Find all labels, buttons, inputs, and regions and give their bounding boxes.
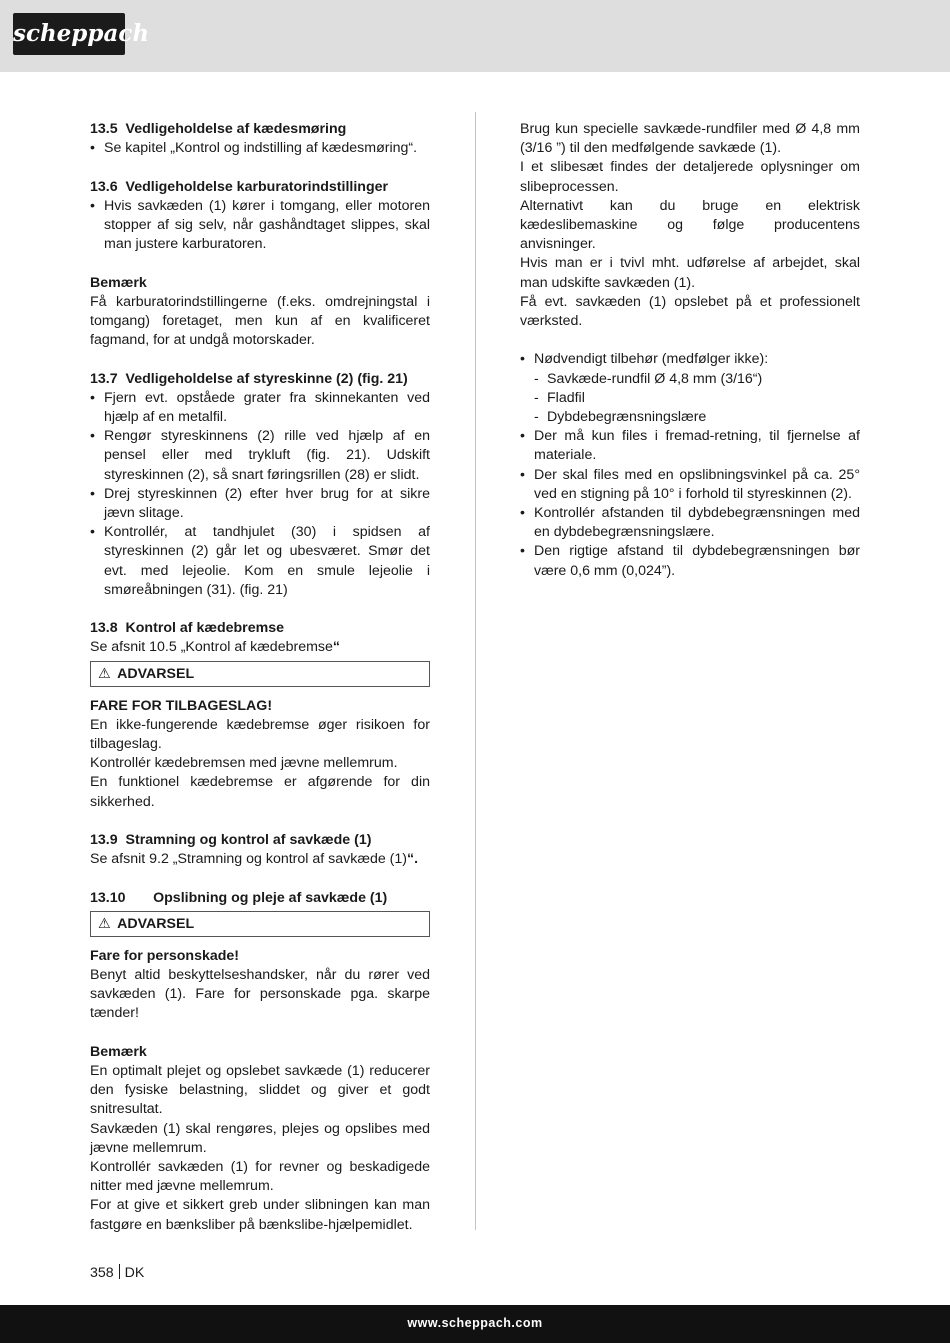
website-link[interactable]: www.scheppach.com (407, 1316, 543, 1330)
list-item: • Der skal files med en opslibningsvinkel på ca. 25° ved en stigning på 10° i forhold til styreskinnen (2). (520, 466, 860, 502)
paragraph: I et slibesæt findes der detaljerede oplysninger om slibeprocessen. (520, 159, 860, 195)
list-item: • Se kapitel „Kontrol og indstilling af kædesmøring“. (90, 140, 418, 157)
list-item: • Drej styreskinnen (2) efter hver brug for at sikre jævn slitage. (90, 485, 430, 522)
note-heading: Bemærk (90, 274, 147, 291)
list-item: • Fjern evt. opståede grater fra skinnekanten ved hjælp af en metalfil. (90, 389, 430, 425)
scheppach-logo: scheppach (13, 13, 125, 55)
section-13-9-heading: 13.9 Stramning og kontrol af savkæde (1) (90, 832, 372, 849)
header-bar (0, 0, 950, 72)
section-13-9-reference: Se afsnit 9.2 „Stramning og kontrol af savkæde (1)“. (90, 851, 419, 868)
note-text: For at give et sikkert greb under slibningen kan man fastgøre en bænksliber på bænkslibe-hjælpemidlet. (90, 1197, 430, 1233)
section-13-5-heading (90, 120, 430, 139)
list-item: • Nødvendigt tilbehør (medfølger ikke): (520, 351, 769, 368)
page-separator (119, 1264, 120, 1279)
section-13-10-heading: 13.10 Opslibning og pleje af savkæde (1) (90, 889, 388, 906)
note-text: Få karburatorindstillingerne (f.eks. omdrejningstal i tomgang) foretaget, men kun af en kvalificeret fagmand, for at undgå motorskader. (90, 293, 430, 349)
warning-text: Kontrollér kædebremsen med jævne mellemrum. (90, 755, 398, 772)
paragraph: Få evt. savkæden (1) opslebet på et professionelt værksted. (520, 293, 860, 330)
warning-triangle-icon: ⚠ (98, 665, 111, 682)
left-column (90, 120, 430, 1235)
warning-text: En funktionel kædebremse er afgørende for din sikkerhed. (90, 774, 430, 810)
list-item: • Rengør styreskinnens (2) rille ved hjælp af en pensel eller med trykluft (fig. 21). Udskift styreskinnen (2), så snart føringsrillen (28) er slidt. (90, 428, 430, 483)
section-13-6-list (90, 197, 430, 255)
paragraph: Hvis man er i tvivl mht. udførelse af arbejdet, skal man udskifte savkæden (1). (520, 255, 860, 291)
warning-box: ⚠ ADVARSEL (90, 911, 430, 937)
section-13-8-heading: 13.8 Kontrol af kædebremse (90, 620, 284, 637)
warning-box: ⚠ ADVARSEL (90, 661, 430, 687)
section-13-7-heading: 13.7 Vedligeholdelse af styreskinne (2) (fig. 21) (90, 370, 408, 387)
note-text: Savkæden (1) skal rengøres, plejes og opslibes med jævne mellemrum. (90, 1120, 430, 1156)
warning-heading: Fare for personskade! (90, 947, 240, 964)
list-item: • Der må kun files i fremad-retning, til fjernelse af materiale. (520, 428, 860, 464)
section-13-7-list (90, 389, 430, 600)
column-divider (475, 112, 476, 1230)
section-13-6-heading: 13.6 Vedligeholdelse karburatorindstillinger (90, 178, 389, 195)
warning-text: Benyt altid beskyttelseshandsker, når du rører ved savkæden (1). Fare for personskade pga. skarpe tænder! (90, 967, 430, 1022)
page-number: 358 DK (90, 1265, 145, 1281)
right-column (520, 120, 860, 581)
section-13-5-list (90, 139, 430, 158)
warning-heading: FARE FOR TILBAGESLAG! (90, 697, 273, 714)
paragraph: Alternativt kan du bruge en elektrisk kædeslibemaskine og følge producentens anvisninger. (520, 197, 860, 253)
footer-bar (0, 1305, 950, 1343)
list-item: • Kontrollér afstanden til dybdebegrænsningen med en dybdebegrænsningslære. (520, 505, 860, 541)
sub-list-item: - Savkæde-rundfil Ø 4,8 mm (3/16“) (534, 370, 763, 387)
section-13-8-reference: Se afsnit 10.5 „Kontrol af kædebremse“ (90, 639, 340, 656)
list-item: • Den rigtige afstand til dybdebegrænsningen bør være 0,6 mm (0,024”). (520, 543, 860, 579)
accessories-list (520, 350, 860, 580)
list-item: • Kontrollér, at tandhjulet (30) i spidsen af styreskinnen (2) går let og ubesværet. Smør det evt. med lejeolie. Kom en smule lejeolie i smøreåbningen (31). (fig. 21) (90, 524, 430, 598)
section-title: Vedligeholdelse af kædesmøring (125, 121, 347, 137)
section-number: 13.5 (90, 121, 118, 137)
list-item: • Hvis savkæden (1) kører i tomgang, eller motoren stopper af sig selv, når gashåndtaget slippes, skal man justere karburatoren. (90, 197, 430, 253)
sub-list-item: - Fladfil (534, 389, 585, 406)
note-text: Kontrollér savkæden (1) for revner og beskadigede nitter med jævne mellemrum. (90, 1159, 430, 1195)
note-heading: Bemærk (90, 1043, 147, 1060)
warning-text: En ikke-fungerende kædebremse øger risikoen for tilbageslag. (90, 716, 430, 753)
paragraph: Brug kun specielle savkæde-rundfiler med Ø 4,8 mm (3/16 ”) til den medfølgende savkæde (1). (520, 121, 860, 157)
warning-triangle-icon: ⚠ (98, 915, 111, 932)
sub-list-item: - Dybdebegrænsningslære (534, 409, 707, 426)
note-text: En optimalt plejet og opslebet savkæde (1) reducerer den fysiske belastning, sliddet og giver et godt snitresultat. (90, 1063, 430, 1118)
